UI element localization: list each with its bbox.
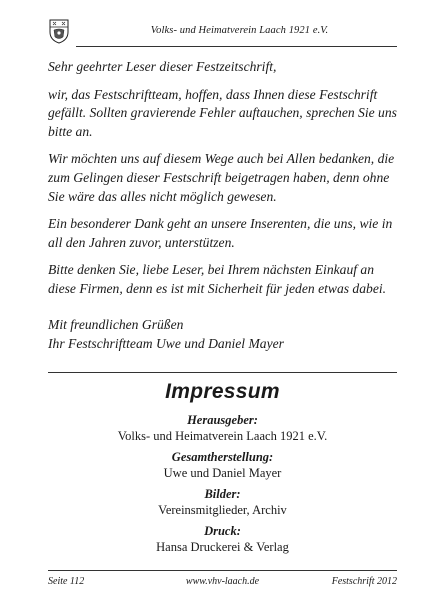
publication-name: Festschrift 2012: [331, 576, 397, 587]
section-divider: [48, 372, 397, 373]
impressum-label: Herausgeber:: [187, 413, 258, 427]
impressum-value: Volks- und Heimatverein Laach 1921 e.V.: [117, 429, 328, 443]
impressum-label: Gesamtherstellung:: [171, 450, 274, 464]
closing-greeting: Mit freundlichen Grüßen: [48, 316, 184, 332]
impressum-entry: [48, 450, 397, 481]
letter-paragraph: Bitte denken Sie, liebe Leser, bei Ihrem nächsten Einkauf an diese Firmen, denn es ist mit Sicherheit für jeden etwas dabei.: [48, 262, 387, 296]
letter-paragraph: Ein besonderer Dank geht an unsere Inserenten, die uns, wie in all den Jahren zuvor, unterstützen.: [48, 216, 393, 250]
impressum-value: Hansa Druckerei & Verlag: [156, 540, 289, 554]
closing-signature: Ihr Festschriftteam Uwe und Daniel Mayer: [48, 335, 284, 351]
letter-body: [48, 58, 400, 353]
impressum-entry: [48, 487, 397, 518]
letter-paragraph: wir, das Festschriftteam, hoffen, dass Ihnen diese Festschrift gefällt. Sollten gravierende Fehler auftauchen, sprechen Sie uns bitte an.: [48, 86, 397, 139]
footer-rule: [48, 570, 397, 571]
impressum-entry: [48, 524, 397, 555]
impressum-title: Impressum: [165, 380, 280, 403]
impressum-section: [48, 377, 397, 561]
impressum-value: Vereinsmitglieder, Archiv: [158, 503, 287, 517]
impressum-entry: [48, 413, 397, 444]
page-number: Seite 112: [48, 576, 85, 587]
impressum-label: Bilder:: [204, 487, 241, 501]
salutation: Sehr geehrter Leser dieser Festzeitschrift,: [48, 59, 277, 74]
letter-paragraph: Wir möchten uns auf diesem Wege auch bei Allen bedanken, die zum Gelingen dieser Festschrift beigetragen haben, denn ohne Sie wäre das alles nicht möglich gewesen.: [48, 151, 395, 204]
impressum-value: Uwe und Daniel Mayer: [163, 466, 282, 480]
page-header: [48, 18, 397, 48]
impressum-label: Druck:: [204, 524, 241, 538]
coat-of-arms-icon: [48, 18, 70, 44]
header-title: Volks- und Heimatverein Laach 1921 e.V.: [150, 25, 329, 36]
letter-closing: [48, 315, 400, 353]
website-link[interactable]: www.vhv-laach.de: [185, 576, 260, 587]
header-rule: [76, 46, 397, 47]
